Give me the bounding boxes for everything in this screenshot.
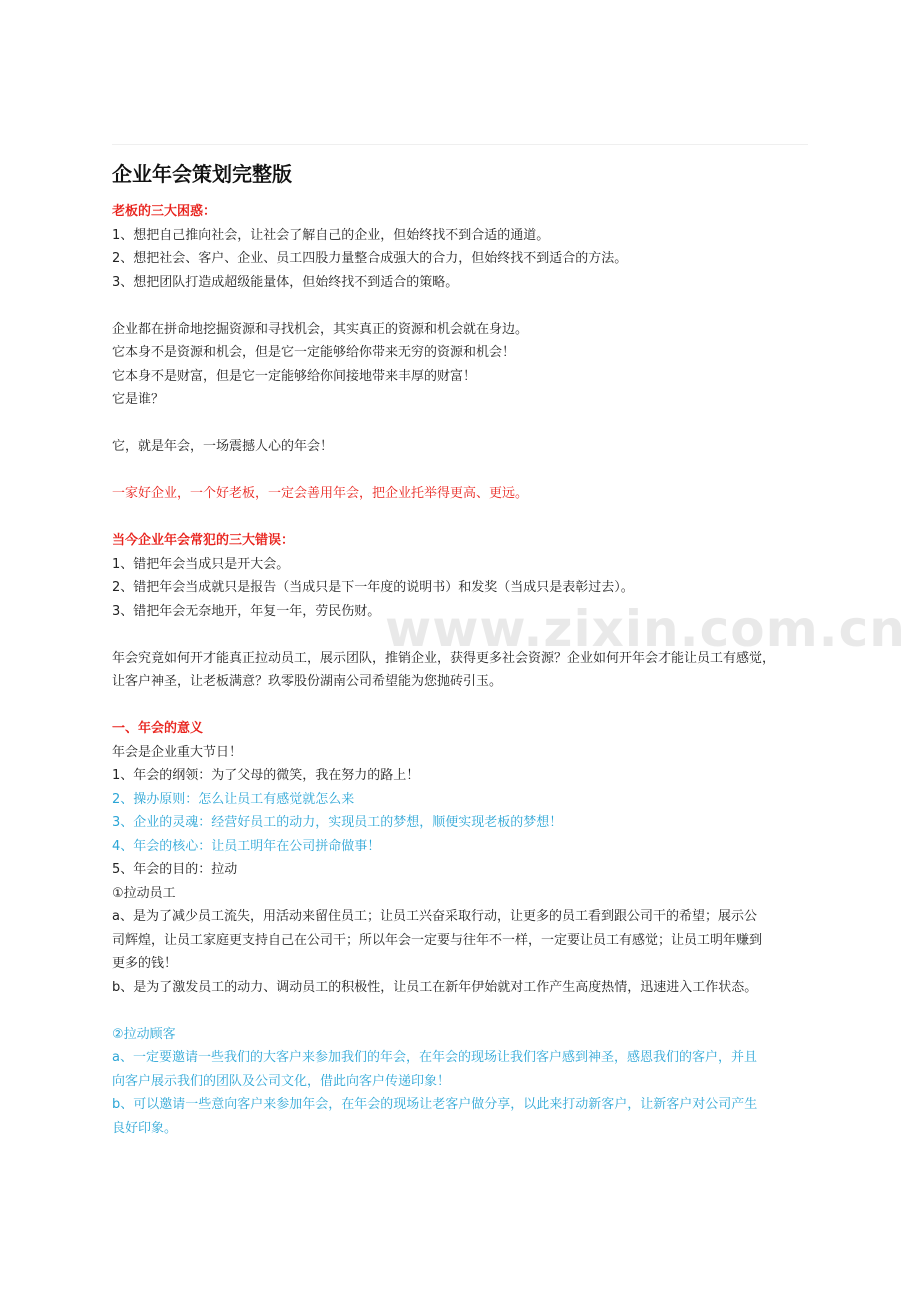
list-item: 4、年会的核心：让员工明年在公司拼命做事！: [112, 838, 381, 854]
list-item: 3、错把年会无奈地开，年复一年，劳民伤财。: [112, 603, 381, 619]
top-divider: [112, 144, 808, 145]
list-item: 3、想把团队打造成超级能量体，但始终找不到适合的策略。: [112, 274, 459, 290]
intro-line: 它本身不是资源和机会，但是它一定能够给你带来无穷的资源和机会！: [112, 345, 516, 360]
list-item: 5、年会的目的：拉动: [112, 862, 238, 877]
meaning-lead: 年会是企业重大节日！: [112, 744, 243, 760]
list-item: 2、想把社会、客户、企业、员工四股力量整合成强大的合力，但始终找不到适合的方法。: [112, 251, 628, 266]
list-item: 1、想把自己推向社会，让社会了解自己的企业，但始终找不到合适的通道。: [112, 227, 550, 243]
subheading-staff: ①拉动员工: [112, 885, 176, 901]
customers-a-line: a、一定要邀请一些我们的大客户来参加我们的年会，在年会的现场让我们客户感到神圣，感恩我们的客户，并且: [112, 1050, 757, 1065]
list-item: 2、错把年会当成就只是报告（当成只是下一年度的说明书）和发奖（当成只是表彰过去）。: [112, 580, 634, 595]
subheading-customers: ②拉动顾客: [112, 1026, 176, 1042]
watermark: www.zixin.com.cn: [385, 600, 906, 658]
section-heading-common-mistakes: 当今企业年会常犯的三大错误：: [112, 533, 295, 548]
document-title: 企业年会策划完整版: [112, 162, 292, 186]
list-item: 1、年会的纲领：为了父母的微笑，我在努力的路上！: [112, 768, 420, 783]
staff-a-line: a、是为了减少员工流失，用活动来留住员工；让员工兴奋采取行动，让更多的员工看到跟公司干的希望；展示公: [112, 909, 757, 924]
staff-a-line: 司辉煌，让员工家庭更支持自己在公司干；所以年会一定要与往年不一样，一定要让员工有感觉；让员工明年赚到: [112, 932, 763, 948]
intro-line: 企业都在拼命地挖掘资源和寻找机会，其实真正的资源和机会就在身边。: [112, 321, 529, 337]
section-heading-boss-confusions: 老板的三大困惑：: [112, 204, 217, 219]
customers-a-line: 向客户展示我们的团队及公司文化，借此向客户传递印象！: [112, 1073, 451, 1089]
staff-a-line: 更多的钱！: [112, 956, 178, 971]
slogan: 一家好企业，一个好老板，一定会善用年会，把企业托举得更高、更远。: [112, 486, 529, 501]
list-item: 3、企业的灵魂：经营好员工的动力，实现员工的梦想，顺便实现老板的梦想！: [112, 815, 563, 830]
staff-b-line: b、是为了激发员工的动力、调动员工的积极性，让员工在新年伊始就对工作产生高度热情，迅速进入工作状态。: [112, 979, 758, 995]
answer-line: 它，就是年会，一场震撼人心的年会！: [112, 439, 334, 454]
question-line: 让客户神圣，让老板满意？玖零股份湖南公司希望能为您抛砖引玉。: [112, 674, 503, 689]
intro-line: 它是谁？: [112, 392, 165, 407]
list-item: 2、操办原则：怎么让员工有感觉就怎么来: [112, 791, 355, 807]
question-line: 年会究竟如何开才能真正拉动员工，展示团队，推销企业，获得更多社会资源？企业如何开年会才能让员工有感觉，: [112, 650, 776, 666]
intro-line: 它本身不是财富，但是它一定能够给你间接地带来丰厚的财富！: [112, 368, 477, 384]
list-item: 1、错把年会当成只是开大会。: [112, 556, 290, 572]
customers-b-line: 良好印象。: [112, 1120, 178, 1136]
section-heading-meaning: 一、年会的意义: [112, 721, 204, 736]
customers-b-line: b、可以邀请一些意向客户来参加年会，在年会的现场让老客户做分享，以此来打动新客户，让新客户对公司产生: [112, 1097, 758, 1112]
